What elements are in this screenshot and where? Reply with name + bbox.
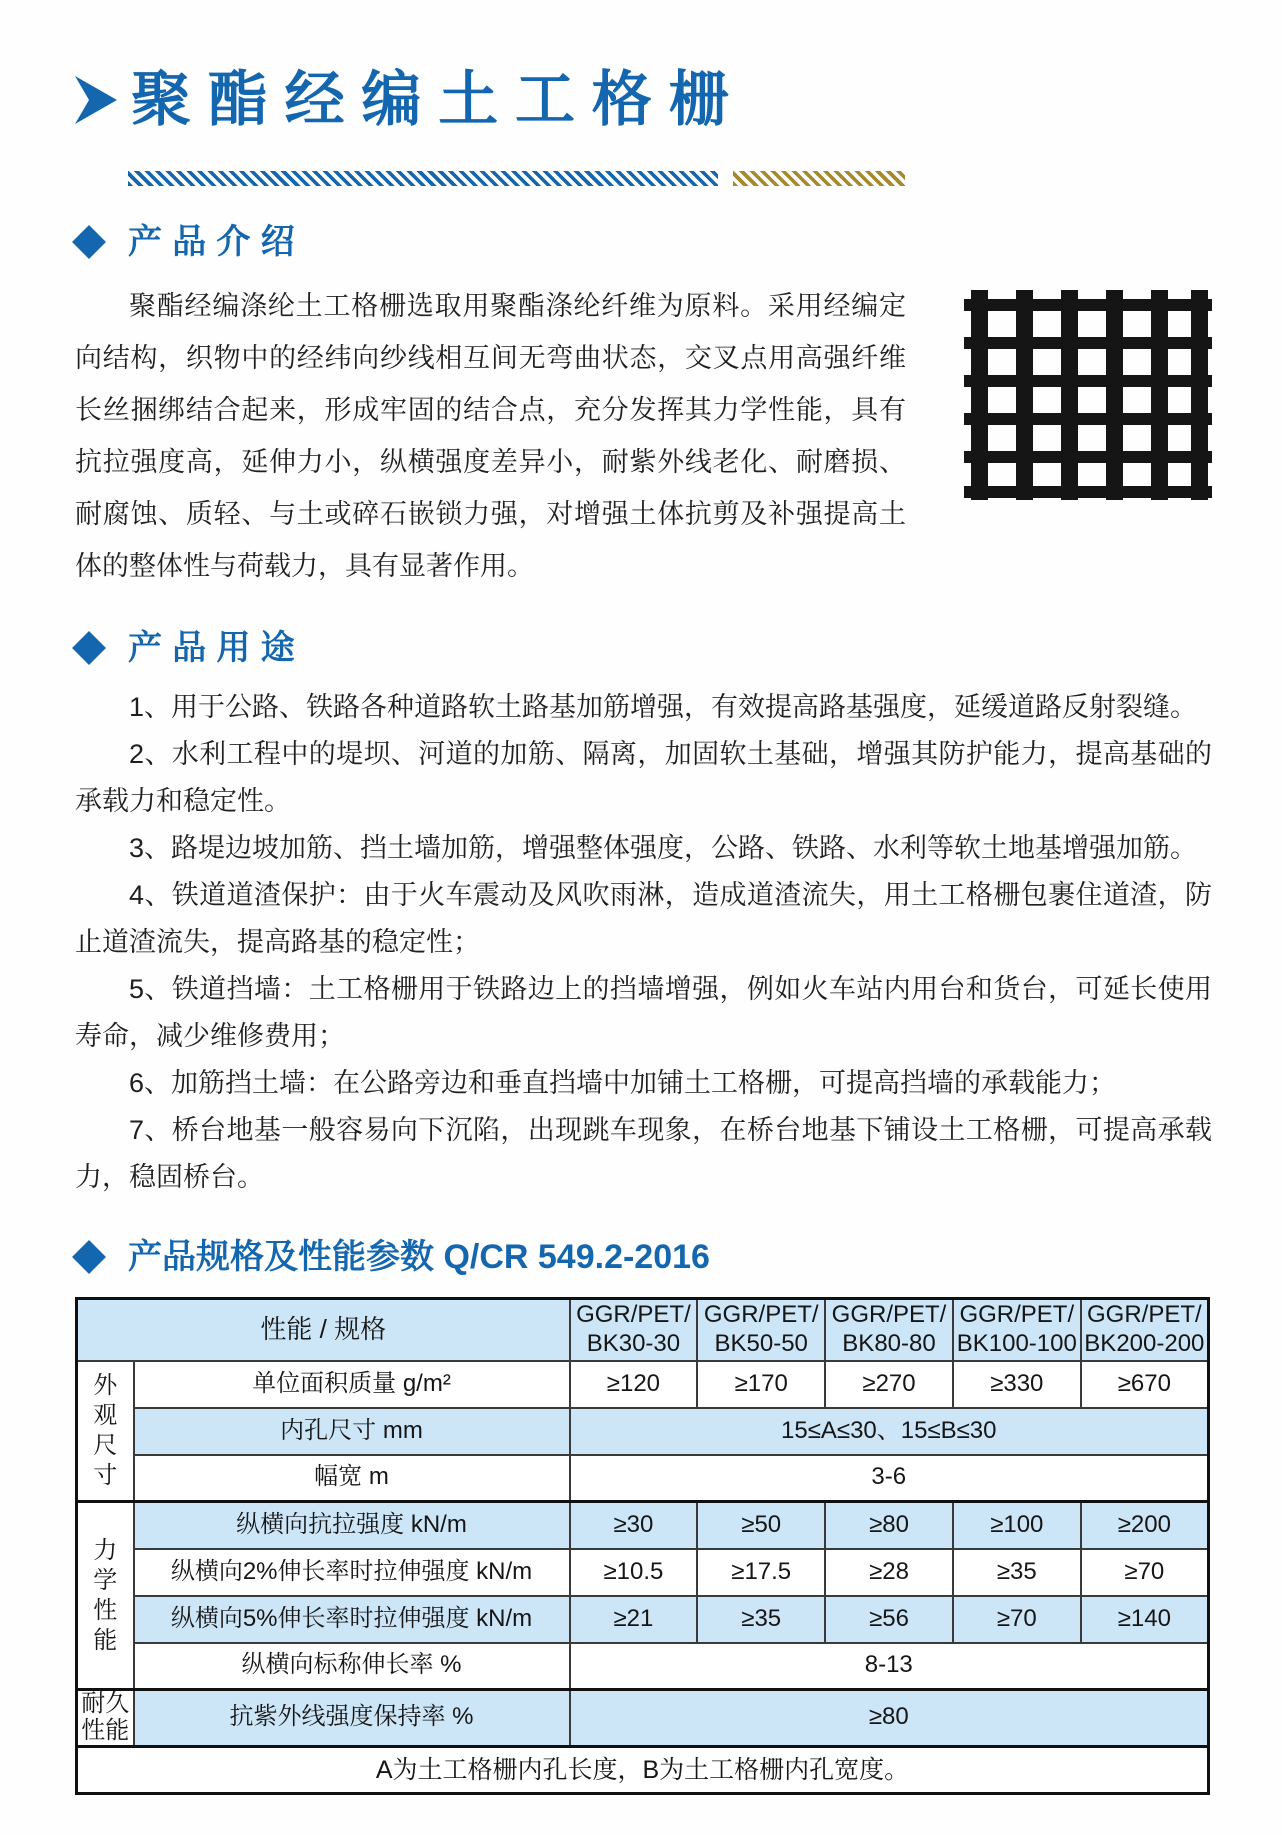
- value-cell: ≥17.5: [697, 1549, 825, 1596]
- value-cell: ≥670: [1081, 1361, 1209, 1408]
- group-cell-durability: 耐久性能: [77, 1690, 134, 1747]
- specs-heading-label: 产品规格及性能参数 Q/CR 549.2-2016: [128, 1238, 710, 1276]
- spec-table: [75, 1297, 1210, 1795]
- model-header-cell: GGR/PET/ BK200-200: [1081, 1299, 1209, 1361]
- stripe-gold-segment: [733, 171, 905, 186]
- page-title: 聚酯经编土工格栅: [131, 66, 746, 133]
- merged-value-cell: 3-6: [570, 1455, 1209, 1502]
- footnote-cell: A为土工格栅内孔长度，B为土工格栅内孔宽度。: [77, 1746, 1209, 1793]
- row-label-cell: 抗紫外线强度保持率 %: [134, 1690, 570, 1747]
- model-header-cell: GGR/PET/ BK30-30: [570, 1299, 698, 1361]
- value-cell: ≥70: [953, 1596, 1081, 1643]
- model-header-cell: GGR/PET/ BK80-80: [825, 1299, 953, 1361]
- perf-spec-header-cell: 性能 / 规格: [77, 1299, 570, 1361]
- group-cell-mechanical: 力学性能: [77, 1502, 134, 1690]
- value-cell: ≥35: [697, 1596, 825, 1643]
- row-label-cell: 幅宽 m: [134, 1455, 570, 1502]
- table-header-row: [77, 1299, 1209, 1361]
- row-label-cell: 纵横向5%伸长率时拉伸强度 kN/m: [134, 1596, 570, 1643]
- value-cell: ≥70: [1081, 1549, 1209, 1596]
- merged-value-cell: 8-13: [570, 1643, 1209, 1690]
- diamond-bullet-icon: [72, 631, 106, 665]
- merged-value-cell: ≥80: [570, 1690, 1209, 1747]
- diamond-bullet-icon: [72, 1240, 106, 1274]
- use-item: 1、用于公路、铁路各种道路软土路基加筋增强，有效提高路基强度，延缓道路反射裂缝。: [129, 692, 1198, 722]
- table-row: [77, 1408, 1209, 1455]
- value-cell: ≥21: [570, 1596, 698, 1643]
- uses-list: [75, 684, 1212, 1201]
- section-uses: [75, 624, 1212, 1201]
- section-intro: [75, 218, 1212, 592]
- value-cell: ≥270: [825, 1361, 953, 1408]
- diamond-bullet-icon: [72, 225, 106, 259]
- model-header-cell: GGR/PET/ BK50-50: [697, 1299, 825, 1361]
- use-item: 4、铁道道渣保护：由于火车震动及风吹雨淋，造成道渣流失，用土工格栅包裹住道渣，防止道渣流失，提高路基的稳定性；: [75, 880, 1212, 957]
- table-row: [77, 1361, 1209, 1408]
- value-cell: ≥330: [953, 1361, 1081, 1408]
- footnote-row: [77, 1746, 1209, 1793]
- value-cell: ≥170: [697, 1361, 825, 1408]
- value-cell: ≥28: [825, 1549, 953, 1596]
- uses-heading: [71, 624, 1212, 672]
- value-cell: ≥30: [570, 1502, 698, 1549]
- use-item: 2、水利工程中的堤坝、河道的加筋、隔离，加固软土基础，增强其防护能力，提高基础的承载力和稳定性。: [75, 739, 1212, 816]
- title-arrow-icon: [75, 76, 117, 124]
- table-row: [77, 1502, 1209, 1549]
- title-block: [75, 55, 1212, 145]
- geogrid-mesh-graphic: [964, 286, 1212, 502]
- value-cell: ≥200: [1081, 1502, 1209, 1549]
- use-item: 5、铁道挡墙：土工格栅用于铁路边上的挡墙增强，例如火车站内用台和货台，可延长使用寿命，减少维修费用；: [75, 974, 1212, 1051]
- intro-heading: [71, 218, 1212, 266]
- use-item: 7、桥台地基一般容易向下沉陷，出现跳车现象，在桥台地基下铺设土工格栅，可提高承载力，稳固桥台。: [75, 1115, 1212, 1192]
- intro-heading-label: 产品介绍: [128, 223, 305, 261]
- row-label-cell: 内孔尺寸 mm: [134, 1408, 570, 1455]
- value-cell: ≥80: [825, 1502, 953, 1549]
- table-row: [77, 1549, 1209, 1596]
- table-row: [77, 1596, 1209, 1643]
- model-header-cell: GGR/PET/ BK100-100: [953, 1299, 1081, 1361]
- use-item: 6、加筋挡土墙：在公路旁边和垂直挡墙中加铺土工格栅，可提高挡墙的承载能力；: [129, 1068, 1117, 1098]
- value-cell: ≥140: [1081, 1596, 1209, 1643]
- value-cell: ≥35: [953, 1549, 1081, 1596]
- row-label-cell: 纵横向标称伸长率 %: [134, 1643, 570, 1690]
- section-specs: [75, 1233, 1212, 1795]
- merged-value-cell: 15≤A≤30、15≤B≤30: [570, 1408, 1209, 1455]
- value-cell: ≥100: [953, 1502, 1081, 1549]
- group-cell-appearance: 外观尺寸: [77, 1361, 134, 1502]
- stripe-blue-segment: [128, 171, 718, 186]
- intro-paragraph: 聚酯经编涤纶土工格栅选取用聚酯涤纶纤维为原料。采用经编定向结构，织物中的经纬向纱线相互间无弯曲状态，交叉点用高强纤维长丝捆绑结合起来，形成牢固的结合点，充分发挥其力学性能，具有抗拉强度高，延伸力小，纵横强度差异小，耐紫外线老化、耐磨损、耐腐蚀、质轻、与土或碎石嵌锁力强，对增强土体抗剪及补强提高土体的整体性与荷载力，具有显著作用。: [75, 291, 906, 581]
- table-row: [77, 1690, 1209, 1747]
- intro-flow: [75, 280, 1212, 592]
- geogrid-product-image: [964, 286, 1212, 502]
- specs-heading: [71, 1233, 1212, 1281]
- value-cell: ≥10.5: [570, 1549, 698, 1596]
- value-cell: ≥120: [570, 1361, 698, 1408]
- stripe-divider: [128, 171, 1212, 186]
- use-item: 3、路堤边坡加筋、挡土墙加筋，增强整体强度，公路、铁路、水利等软土地基增强加筋。: [129, 833, 1198, 863]
- uses-heading-label: 产品用途: [128, 629, 305, 667]
- table-row: [77, 1455, 1209, 1502]
- table-row: [77, 1643, 1209, 1690]
- value-cell: ≥56: [825, 1596, 953, 1643]
- row-label-cell: 纵横向抗拉强度 kN/m: [134, 1502, 570, 1549]
- row-label-cell: 纵横向2%伸长率时拉伸强度 kN/m: [134, 1549, 570, 1596]
- value-cell: ≥50: [697, 1502, 825, 1549]
- row-label-cell: 单位面积质量 g/m²: [134, 1361, 570, 1408]
